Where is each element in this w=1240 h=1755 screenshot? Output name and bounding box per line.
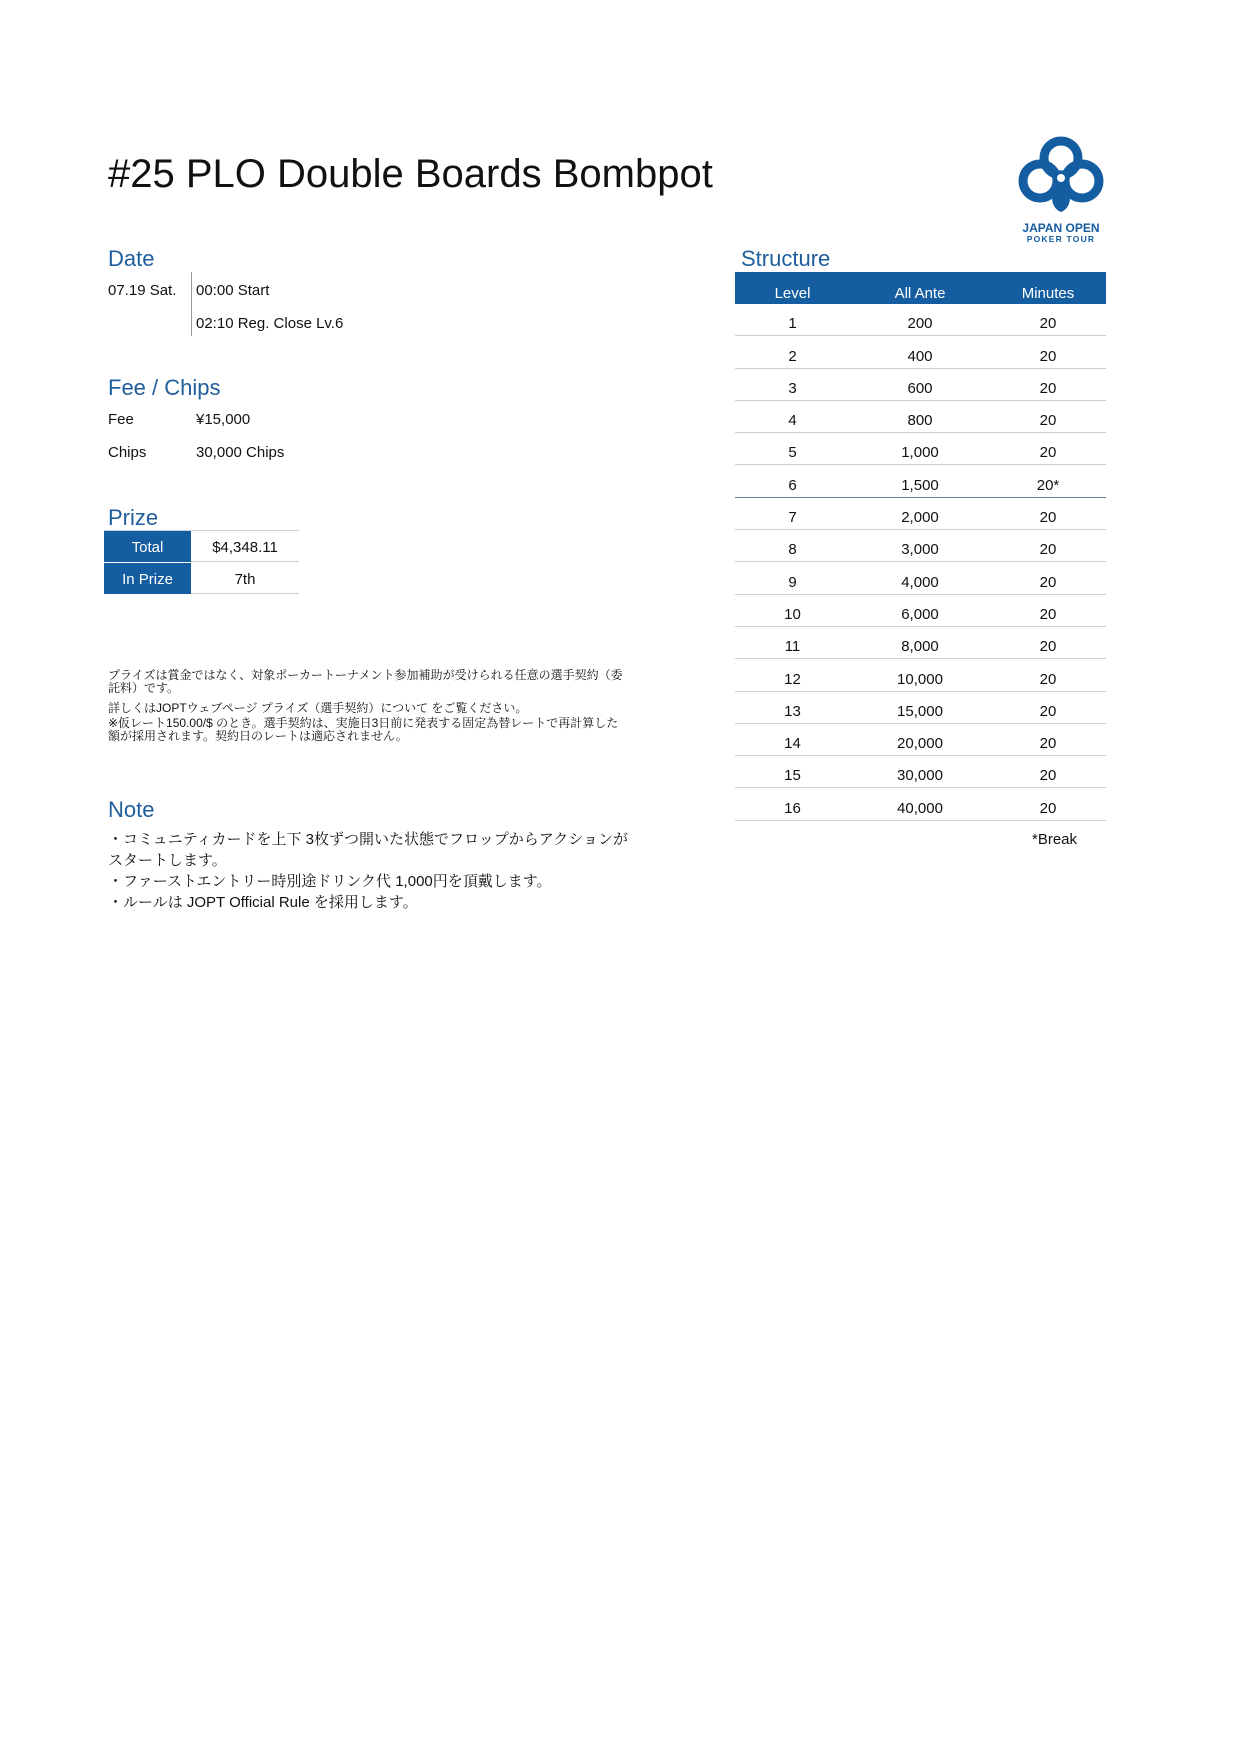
ante-cell: 30,000 bbox=[897, 767, 943, 785]
ante-cell: 4,000 bbox=[901, 573, 939, 591]
level-cell: 2 bbox=[788, 347, 797, 365]
page-title: #25 PLO Double Boards Bombpot bbox=[108, 152, 713, 196]
table-row bbox=[735, 724, 1106, 756]
minutes-cell: 20 bbox=[1039, 638, 1057, 656]
level-cell: 14 bbox=[784, 735, 801, 753]
note-line: ・ファーストエントリー時別途ドリンク代 1,000円を頂戴します。 bbox=[108, 873, 552, 890]
prize-total-value: $4,348.11 bbox=[212, 539, 278, 556]
minutes-cell: 20 bbox=[1039, 509, 1057, 527]
minutes-cell: 20 bbox=[1039, 767, 1057, 785]
minutes-cell: 20 bbox=[1039, 735, 1057, 753]
level-cell: 7 bbox=[788, 509, 797, 527]
ante-cell: 3,000 bbox=[901, 541, 939, 559]
minutes-cell: 20 bbox=[1039, 347, 1057, 365]
minutes-cell: 20 bbox=[1039, 412, 1057, 430]
ante-cell: 2,000 bbox=[901, 509, 939, 527]
date-day: 07.19 Sat. bbox=[108, 282, 177, 299]
table-row bbox=[735, 788, 1106, 820]
ante-cell: 200 bbox=[907, 315, 933, 333]
prize-inprize-label: In Prize bbox=[104, 563, 191, 594]
minutes-cell: 20* bbox=[1036, 476, 1060, 494]
note-body bbox=[108, 829, 628, 913]
table-row bbox=[735, 336, 1106, 368]
break-footnote: *Break bbox=[1032, 831, 1078, 848]
note-heading: Note bbox=[108, 797, 155, 822]
level-cell: 8 bbox=[788, 541, 797, 559]
table-row-break bbox=[735, 465, 1106, 497]
logo-line1: JAPAN OPEN bbox=[1022, 221, 1100, 235]
table-row bbox=[735, 433, 1106, 465]
table-row bbox=[735, 498, 1106, 530]
level-cell: 5 bbox=[788, 444, 797, 462]
structure-heading: Structure bbox=[741, 246, 831, 271]
minutes-cell: 20 bbox=[1039, 799, 1057, 817]
level-cell: 15 bbox=[784, 767, 801, 785]
note-line: スタートします。 bbox=[108, 852, 227, 869]
minutes-cell: 20 bbox=[1039, 315, 1057, 333]
level-cell: 3 bbox=[788, 379, 797, 397]
ante-cell: 1,000 bbox=[901, 444, 939, 462]
date-start: 00:00 Start bbox=[196, 282, 270, 299]
ante-cell: 40,000 bbox=[897, 799, 943, 817]
minutes-cell: 20 bbox=[1039, 670, 1057, 688]
prize-inprize-row bbox=[104, 563, 299, 594]
level-cell: 4 bbox=[788, 412, 797, 430]
date-heading: Date bbox=[108, 246, 155, 271]
table-row bbox=[735, 756, 1106, 788]
level-cell: 9 bbox=[788, 573, 797, 591]
club-logo-icon bbox=[1018, 136, 1104, 248]
disclaimer-line-3: ※仮レート150.00/$ のとき。選手契約は、実施日3日前に発表する固定為替レートで再計算した額が採用されます。契約日のレートは適応されません。 bbox=[108, 716, 619, 743]
chips-value: 30,000 Chips bbox=[196, 444, 285, 461]
prize-inprize-value: 7th bbox=[234, 571, 256, 588]
level-cell: 16 bbox=[784, 799, 801, 817]
level-cell: 12 bbox=[784, 670, 801, 688]
ante-cell: 10,000 bbox=[897, 670, 943, 688]
minutes-cell: 20 bbox=[1039, 573, 1057, 591]
minutes-cell: 20 bbox=[1039, 444, 1057, 462]
date-reg-close: 02:10 Reg. Close Lv.6 bbox=[196, 315, 344, 332]
level-cell: 1 bbox=[788, 315, 797, 333]
prize-heading: Prize bbox=[108, 505, 159, 530]
minutes-cell: 20 bbox=[1039, 702, 1057, 720]
ante-cell: 600 bbox=[907, 379, 933, 397]
table-row bbox=[735, 595, 1106, 627]
ante-cell: 6,000 bbox=[901, 605, 939, 623]
chips-label: Chips bbox=[108, 444, 147, 461]
table-row bbox=[735, 369, 1106, 401]
level-cell: 10 bbox=[784, 605, 801, 623]
fee-chips-heading: Fee / Chips bbox=[108, 375, 221, 400]
minutes-cell: 20 bbox=[1039, 541, 1057, 559]
table-row bbox=[735, 401, 1106, 433]
prize-row-rule bbox=[191, 593, 299, 594]
ante-cell: 800 bbox=[907, 412, 933, 430]
table-row bbox=[735, 304, 1106, 336]
note-line: ・ルールは JOPT Official Rule を採用します。 bbox=[108, 894, 418, 911]
structure-header-row bbox=[735, 272, 1106, 304]
col-minutes-header: Minutes bbox=[1021, 285, 1075, 302]
disclaimer-line-2: 詳しくはJOPTウェブページ プライズ（選手契約）について をご覧ください。 bbox=[108, 701, 528, 715]
level-cell: 6 bbox=[788, 476, 797, 494]
logo-line2: POKER TOUR bbox=[1026, 234, 1096, 244]
minutes-cell: 20 bbox=[1039, 379, 1057, 397]
disclaimer-line-1: プライズは賞金ではなく、対象ポーカートーナメント参加補助が受けられる任意の選手契約（委託料）です。 bbox=[108, 668, 623, 695]
table-row bbox=[735, 627, 1106, 659]
level-cell: 13 bbox=[784, 702, 801, 720]
table-row bbox=[735, 530, 1106, 562]
ante-cell: 400 bbox=[907, 347, 933, 365]
ante-cell: 1,500 bbox=[901, 476, 939, 494]
fee-value: ¥15,000 bbox=[196, 411, 251, 428]
table-row bbox=[735, 692, 1106, 724]
ante-cell: 15,000 bbox=[897, 702, 943, 720]
fee-label: Fee bbox=[108, 411, 134, 428]
structure-table bbox=[735, 272, 1106, 821]
level-cell: 11 bbox=[784, 638, 801, 656]
ante-cell: 8,000 bbox=[901, 638, 939, 656]
jopt-logo bbox=[1018, 136, 1104, 248]
minutes-cell: 20 bbox=[1039, 605, 1057, 623]
date-divider bbox=[191, 272, 192, 336]
prize-total-label: Total bbox=[104, 531, 191, 562]
col-level-header: Level bbox=[774, 285, 811, 302]
prize-row-rule bbox=[191, 561, 299, 562]
col-ante-header: All Ante bbox=[894, 285, 946, 302]
ante-cell: 20,000 bbox=[897, 735, 943, 753]
table-row bbox=[735, 659, 1106, 691]
prize-total-row bbox=[104, 531, 299, 562]
note-line: ・コミュニティカードを上下 3枚ずつ開いた状態でフロップからアクションが bbox=[108, 831, 628, 848]
table-row bbox=[735, 562, 1106, 594]
